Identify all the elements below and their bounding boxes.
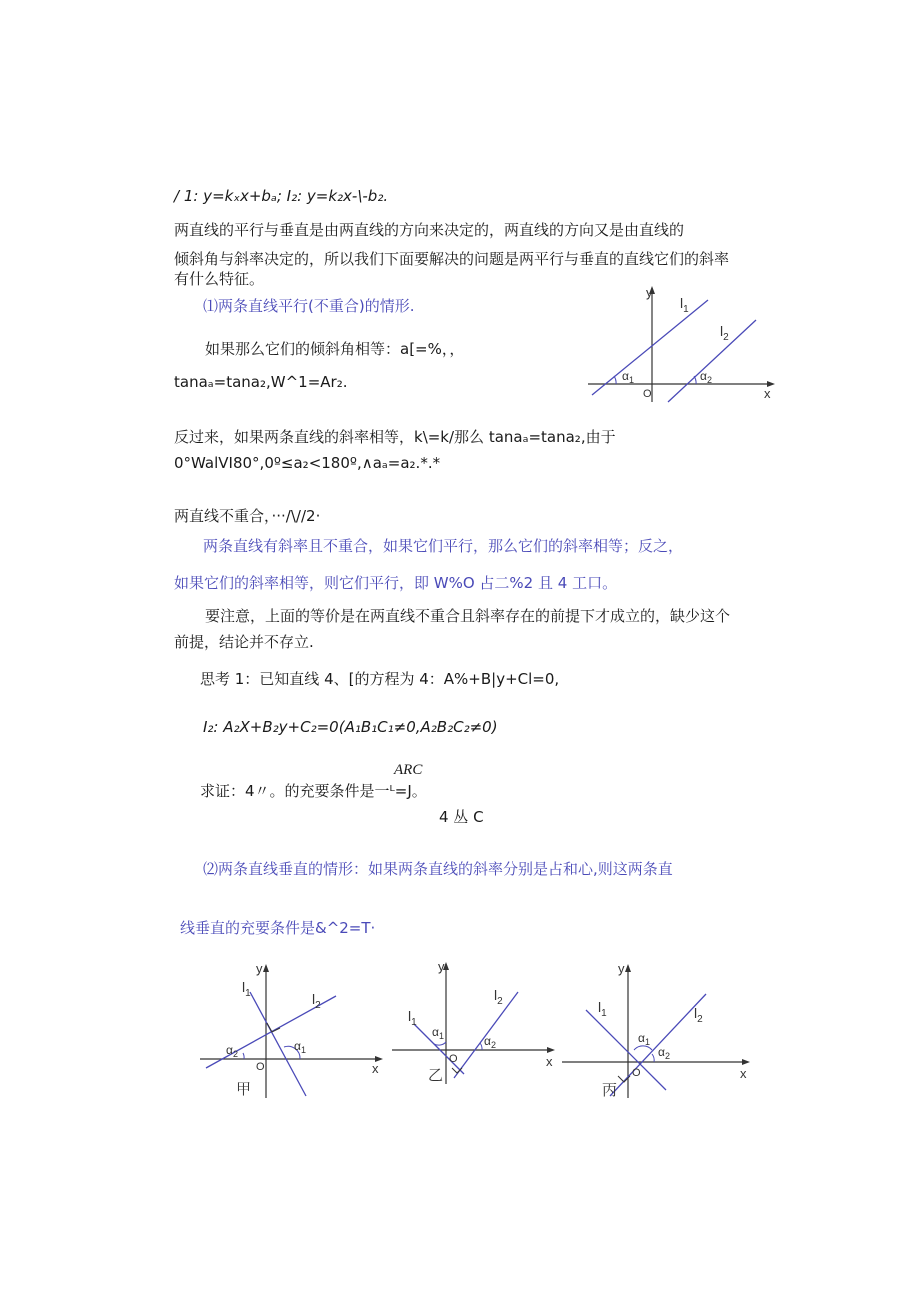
case2-line-1: ⑵两条直线垂直的情形：如果两条直线的斜率分别是占和心,则这两条直 xyxy=(203,860,673,878)
case1-angles-line: 如果那么它们的倾斜角相等：a[=%，， xyxy=(205,340,465,358)
x-axis-arrow-icon xyxy=(547,1047,555,1053)
think-line-2: I₂: A₂X+B₂y+C₂=0(A₁B₁C₁≠0,A₂B₂C₂≠0) xyxy=(203,718,498,736)
x-label: x xyxy=(764,386,771,401)
line-equations-header: / 1: y=kₓx+bₐ; I₂: y=k₂x-\-b₂. xyxy=(174,187,389,205)
intro-paragraph-line-2: 倾斜角与斜率决定的，所以我们下面要解决的问题是两平行与垂直的直线它们的斜率 xyxy=(174,250,730,268)
y-label: y xyxy=(646,285,653,300)
conclusion-line-2: 如果它们的斜率相等，则它们平行，即 W%O 占二%2 且 4 工口。 xyxy=(174,574,618,592)
y-axis-arrow-icon xyxy=(263,964,269,972)
case1-tan-line: tanaₐ=tana₂,W^1=Ar₂. xyxy=(174,373,348,391)
intro-paragraph-line-3: 有什么特征。 xyxy=(174,270,265,288)
four-c-label: 4 丛 C xyxy=(439,808,484,826)
alpha1-label: $\alpha_1$ xyxy=(294,1039,306,1055)
note-line-2: 前提，结论并不存立. xyxy=(174,633,314,651)
alpha2-label: $\alpha_2$ xyxy=(484,1034,496,1050)
converse-line-1: 反过来，如果两条直线的斜率相等，k\=k/那么 tanaₐ=tana₂,由于 xyxy=(174,428,616,446)
origin-label: O xyxy=(449,1053,458,1065)
l1-label: $l_1$ xyxy=(408,1008,417,1028)
alpha1-label: $\alpha_1$ xyxy=(622,369,634,385)
x-label: x xyxy=(372,1061,379,1076)
origin-label: O xyxy=(643,388,652,400)
intro-paragraph-line-1: 两直线的平行与垂直是由两直线的方向来决定的，两直线的方向又是由直线的 xyxy=(174,221,685,239)
origin-label: O xyxy=(632,1067,641,1079)
figure-caption: 乙 xyxy=(428,1067,444,1084)
l2-label: $l_2$ xyxy=(312,991,321,1011)
figure-caption: 甲 xyxy=(236,1081,252,1098)
alpha2-label: $\alpha_2$ xyxy=(658,1045,670,1061)
y-axis-arrow-icon xyxy=(625,964,631,972)
y-label: y xyxy=(256,961,263,976)
perpendicular-figure-yi xyxy=(390,956,560,1086)
alpha2-label: $\alpha_2$ xyxy=(700,369,712,385)
angle-a2-arc xyxy=(480,1043,482,1050)
figure-caption: 丙 xyxy=(602,1082,618,1099)
l1-label: $l_1$ xyxy=(598,999,607,1019)
angle-a2-arc xyxy=(652,1054,654,1062)
perpendicular-figure-bing xyxy=(560,958,755,1100)
alpha1-label: $\alpha_1$ xyxy=(638,1031,650,1047)
note-line-1: 要注意，上面的等价是在两直线不重合且斜率存在的前提下才成立的，缺少这个 xyxy=(205,607,731,625)
y-label: y xyxy=(618,961,625,976)
parallel-lines-figure xyxy=(580,280,780,405)
l2-label: $l_2$ xyxy=(720,323,729,343)
l2-label: $l_2$ xyxy=(694,1005,703,1025)
think-line-1: 思考 1：已知直线 4、[的方程为 4：A%+B|y+Cl=0, xyxy=(200,670,560,688)
perpendicular-figure-jia xyxy=(198,958,388,1100)
l2-label: $l_2$ xyxy=(494,987,503,1007)
x-axis-arrow-icon xyxy=(742,1059,750,1065)
prove-line: 求证：4〃。的充要条件是一ᴸ=J。 xyxy=(200,782,427,800)
line-l2 xyxy=(668,320,756,402)
l1-label: $l_1$ xyxy=(242,979,251,999)
arc-label: ARC xyxy=(394,762,423,778)
alpha2-label: $\alpha_2$ xyxy=(226,1043,238,1059)
case1-heading: ⑴两条直线平行(不重合)的情形. xyxy=(203,297,415,315)
conclusion-line-1: 两条直线有斜率且不重合，如果它们平行，那么它们的斜率相等；反之， xyxy=(203,537,684,555)
angle-a2-arc xyxy=(694,376,696,384)
x-label: x xyxy=(740,1066,747,1081)
angle-a1-arc xyxy=(614,376,616,384)
angle-a2-arc xyxy=(243,1053,244,1059)
case2-line-2: 线垂直的充要条件是&^2=T· xyxy=(180,919,376,937)
y-label: y xyxy=(438,959,445,974)
x-label: x xyxy=(546,1054,553,1069)
alpha1-label: $\alpha_1$ xyxy=(432,1025,444,1041)
l1-label: $l_1$ xyxy=(680,295,689,315)
converse-line-2: 0°WalVI80°,0º≤a₂<180º,∧aₐ=a₂.*.* xyxy=(174,454,441,472)
not-coincide-line: 两直线不重合，···/\//2· xyxy=(174,507,321,525)
angle-a1-arc xyxy=(434,1042,446,1045)
origin-label: O xyxy=(256,1061,265,1073)
